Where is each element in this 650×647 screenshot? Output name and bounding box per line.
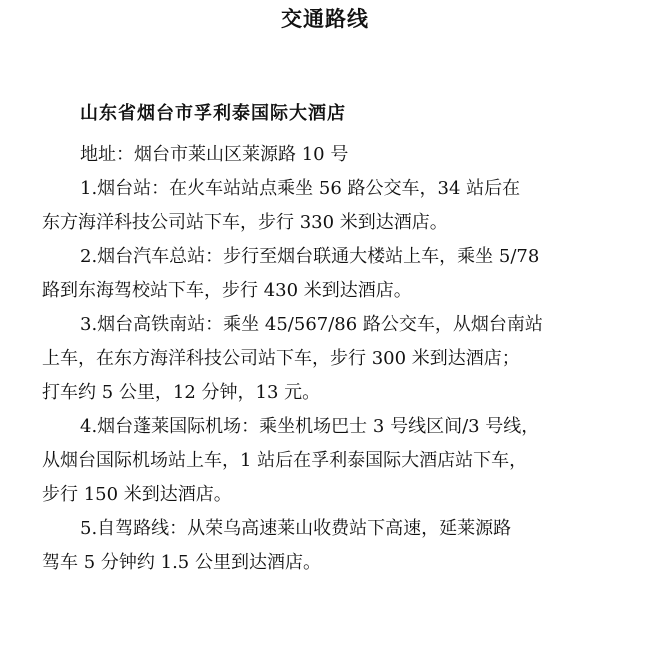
route-line: 驾车 5 分钟约 1.5 公里到达酒店。 [42,552,321,573]
address-line: 地址：烟台市莱山区莱源路 10 号 [80,144,349,165]
route-line: 步行 150 米到达酒店。 [42,484,232,505]
route-line: 路到东海驾校站下车，步行 430 米到达酒店。 [42,280,412,301]
route-line: 打车约 5 公里，12 分钟，13 元。 [42,382,321,403]
route-line: 从烟台国际机场站上车，1 站后在孚利泰国际大酒店站下车， [42,450,528,471]
route-2 [0,240,650,308]
route-3 [0,308,650,410]
document-body [0,138,650,580]
route-line: 4.烟台蓬莱国际机场：乘坐机场巴士 3 号线区间/3 号线， [80,416,540,437]
document-title: 交通路线 [281,6,369,31]
route-4 [0,410,650,512]
hotel-name: 山东省烟台市孚利泰国际大酒店 [80,103,346,124]
route-line: 3.烟台高铁南站：乘坐 45/567/86 路公交车，从烟台南站 [80,314,543,335]
route-line: 1.烟台站：在火车站站点乘坐 56 路公交车，34 站后在 [80,178,521,199]
route-line: 2.烟台汽车总站：步行至烟台联通大楼站上车，乘坐 5/78 [80,246,540,267]
route-5 [0,512,650,580]
route-1 [0,172,650,240]
route-line: 东方海洋科技公司站下车，步行 330 米到达酒店。 [42,212,448,233]
route-line: 5.自驾路线：从荣乌高速莱山收费站下高速，延莱源路 [80,518,512,539]
route-line: 上车，在东方海洋科技公司站下车，步行 300 米到达酒店； [42,348,520,369]
